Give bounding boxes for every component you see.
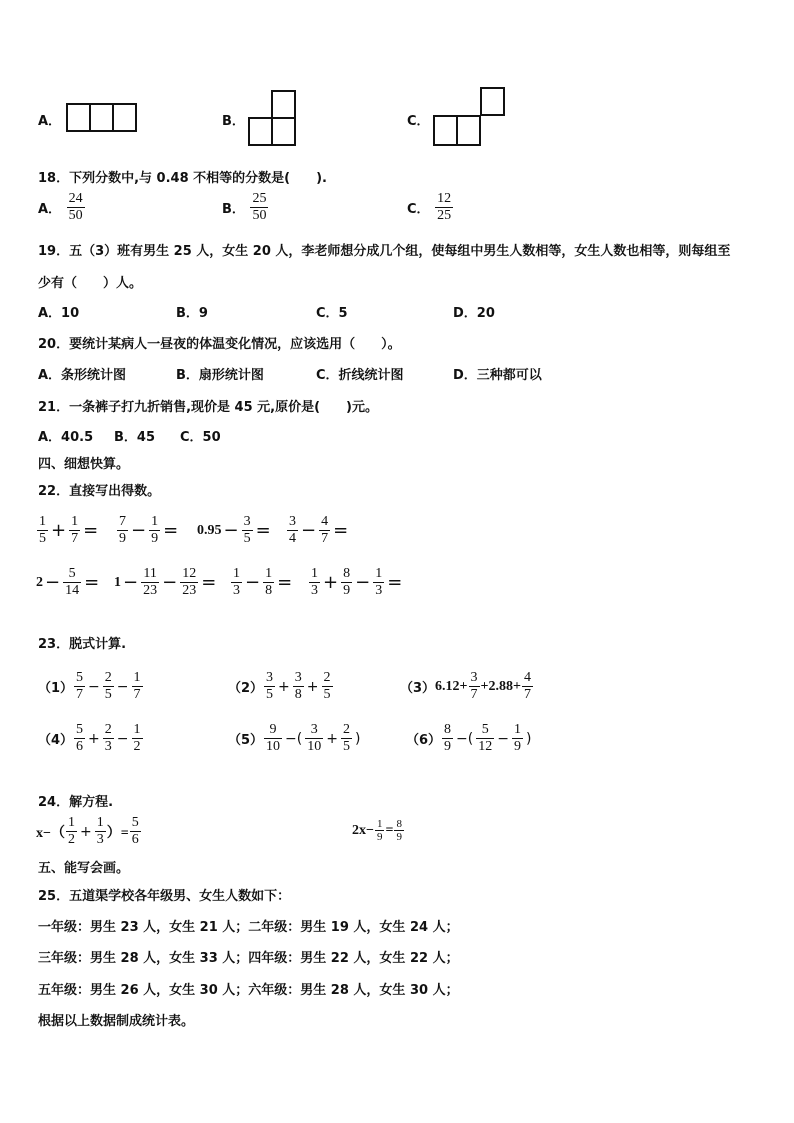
q23-p3: （3）6.12+ $\frac{3}{7}$ +2.88+ $\frac{4}{7}$ — [400, 670, 531, 702]
q17-option-c-label: C． — [407, 114, 430, 129]
q19-option-a: A．10 — [38, 306, 80, 321]
q18-option-b: B． $\frac{25}{50}$ — [222, 191, 267, 223]
q17-option-a-label: A． — [38, 114, 62, 129]
q24-stem: 24．解方程. — [38, 795, 114, 810]
q23-p1: （1） $\frac{5}{7}$ − $\frac{2}{5}$ − $\frac{1}{7}$ — [38, 670, 141, 702]
q18-stem: 18．下列分数中,与 0.48 不相等的分数是( ). — [38, 171, 327, 186]
q18-option-a: A． $\frac{24}{50}$ — [38, 191, 83, 223]
q21-option-b: B．45 — [114, 430, 155, 445]
q25-line-2: 三年级：男生 28 人，女生 33 人；四年级：男生 22 人，女生 22 人； — [38, 951, 459, 966]
q24-equation-1: x−（ $\frac{1}{2}$ + $\frac{1}{3}$ ）= $\frac{5}{6}$ — [36, 815, 139, 847]
q22-r2-e4: $\frac{1}{3}$ + $\frac{8}{9}$ − $\frac{1}{3}$ = — [311, 566, 403, 598]
q25-line-3: 五年级：男生 26 人，女生 30 人；六年级：男生 28 人，女生 30 人； — [38, 983, 459, 998]
q22-r1-e1: $\frac{1}{5}$ + $\frac{1}{7}$ = — [39, 514, 99, 546]
q19-option-d: D．20 — [453, 306, 495, 321]
q19-stem-line1: 19．五（3）班有男生 25 人，女生 20 人，李老师想分成几个组，使每组中男生人数相等，女生人数也相等，则每组至 — [38, 244, 731, 259]
q23-p6: （6） $\frac{8}{9}$ −( $\frac{5}{12}$ − $\frac{1}{9}$ ) — [406, 722, 532, 754]
section-5-title: 五、能写会画。 — [38, 861, 130, 876]
q22-r1-e2: $\frac{7}{9}$ − $\frac{1}{9}$ = — [119, 514, 179, 546]
q22-r1-e4: $\frac{3}{4}$ − $\frac{4}{7}$ = — [289, 514, 349, 546]
q25-stem: 25．五道渠学校各年级男、女生人数如下： — [38, 889, 291, 904]
q22-r2-e2: 1 − $\frac{11}{23}$ − $\frac{12}{23}$ = — [114, 566, 217, 598]
q21-option-c: C．50 — [180, 430, 221, 445]
q21-option-a: A．40.5 — [38, 430, 94, 445]
q22-r2-e3: $\frac{1}{3}$ − $\frac{1}{8}$ = — [233, 566, 293, 598]
q22-r2-e1: 2 − $\frac{5}{14}$ = — [36, 566, 100, 598]
q20-option-c: C．折线统计图 — [316, 368, 404, 383]
q19-option-c: C．5 — [316, 306, 348, 321]
q20-option-b: B．扇形统计图 — [176, 368, 264, 383]
q19-stem-line2: 少有（ ）人。 — [38, 276, 143, 291]
q20-option-a: A．条形统计图 — [38, 368, 127, 383]
q23-p5: （5） $\frac{9}{10}$ −( $\frac{3}{10}$ + $\frac{2}{5}$ ) — [228, 722, 361, 754]
q20-option-d: D．三种都可以 — [453, 368, 542, 383]
q25-line-1: 一年级：男生 23 人，女生 21 人；二年级：男生 19 人，女生 24 人； — [38, 920, 459, 935]
q17-option-b-label: B． — [222, 114, 245, 129]
q24-equation-2: 2x− $\frac{1}{9}$ = $\frac{8}{9}$ — [352, 818, 402, 843]
q20-stem: 20．要统计某病人一昼夜的体温变化情况，应该选用（ ）。 — [38, 337, 401, 352]
q23-p2: （2） $\frac{3}{5}$ + $\frac{3}{8}$ + $\frac{2}{5}$ — [228, 670, 331, 702]
q25-closing: 根据以上数据制成统计表。 — [38, 1014, 195, 1029]
q18-option-c: C． $\frac{12}{25}$ — [407, 191, 452, 223]
q21-stem: 21．一条裤子打九折销售,现价是 45 元,原价是( )元。 — [38, 400, 378, 415]
q23-stem: 23．脱式计算. — [38, 637, 127, 652]
q23-p4: （4） $\frac{5}{6}$ + $\frac{2}{3}$ − $\frac{1}{2}$ — [38, 722, 141, 754]
section-4-title: 四、细想快算。 — [38, 457, 130, 472]
q22-stem: 22．直接写出得数。 — [38, 484, 161, 499]
q19-option-b: B．9 — [176, 306, 208, 321]
q22-r1-e3: 0.95 − $\frac{3}{5}$ = — [197, 514, 271, 546]
